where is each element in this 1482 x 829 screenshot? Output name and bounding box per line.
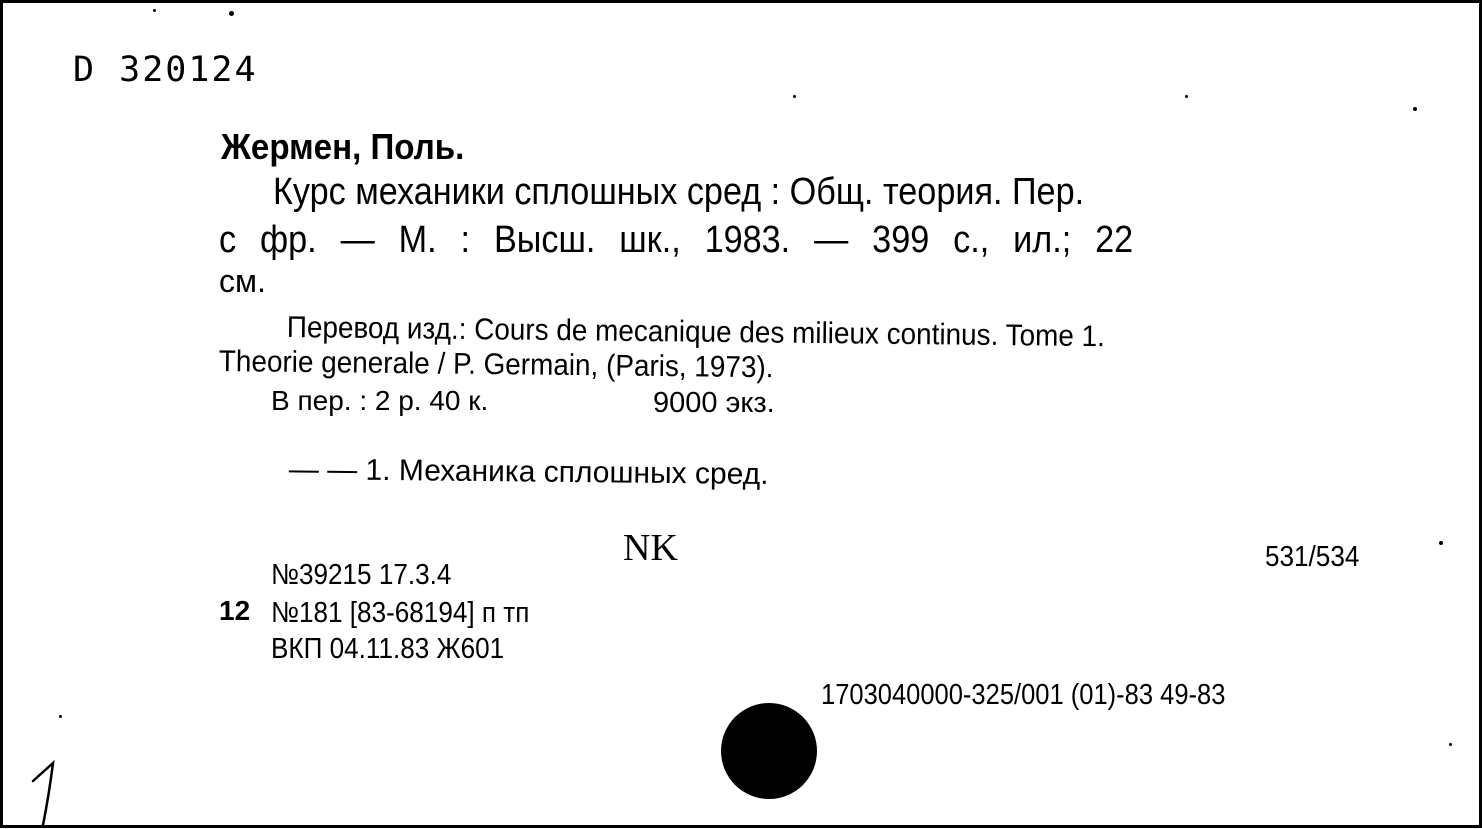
punch-hole-mark (721, 703, 817, 799)
speck (59, 715, 62, 718)
speck (153, 9, 156, 12)
nk-mark: NK (623, 527, 678, 569)
catalog-number-1: №39215 17.3.4 (271, 559, 452, 591)
call-number: D 320124 (73, 50, 258, 90)
title-line-2: с фр. — М. : Высш. шк., 1983. — 399 с., ил.; 22 (219, 219, 1134, 261)
title-line-3: см. (219, 263, 266, 299)
speck (1413, 107, 1417, 111)
title-line-1: Курс механики сплошных сред : Общ. теория. Пер. (273, 171, 1085, 213)
speck (1449, 743, 1452, 746)
author-heading: Жермен, Поль. (221, 126, 465, 167)
print-run: 9000 экз. (653, 387, 775, 419)
classification-number: 531/534 (1265, 541, 1360, 573)
copies-count: 12 (219, 595, 251, 626)
vkp-line: ВКП 04.11.83 Ж601 (271, 633, 505, 665)
catalog-number-2: №181 [83-68194] п тп (271, 597, 530, 629)
translation-note-line-2: Theorie generale / P. Germain, (Paris, 1973). (218, 345, 774, 385)
translation-note-line-1: Перевод изд.: Cours de mecanique des milieux continus. Tome 1. (286, 311, 1105, 354)
subject-heading: — — 1. Механика сплошных сред. (288, 453, 769, 492)
speck (229, 11, 234, 16)
speck (1185, 95, 1188, 98)
price-line: В пер. : 2 р. 40 к. (271, 385, 489, 416)
speck (1439, 541, 1443, 545)
handwritten-mark-glyph (25, 759, 65, 829)
speck (793, 95, 796, 98)
publisher-code: 1703040000-325/001 (01)-83 49-83 (821, 679, 1226, 711)
